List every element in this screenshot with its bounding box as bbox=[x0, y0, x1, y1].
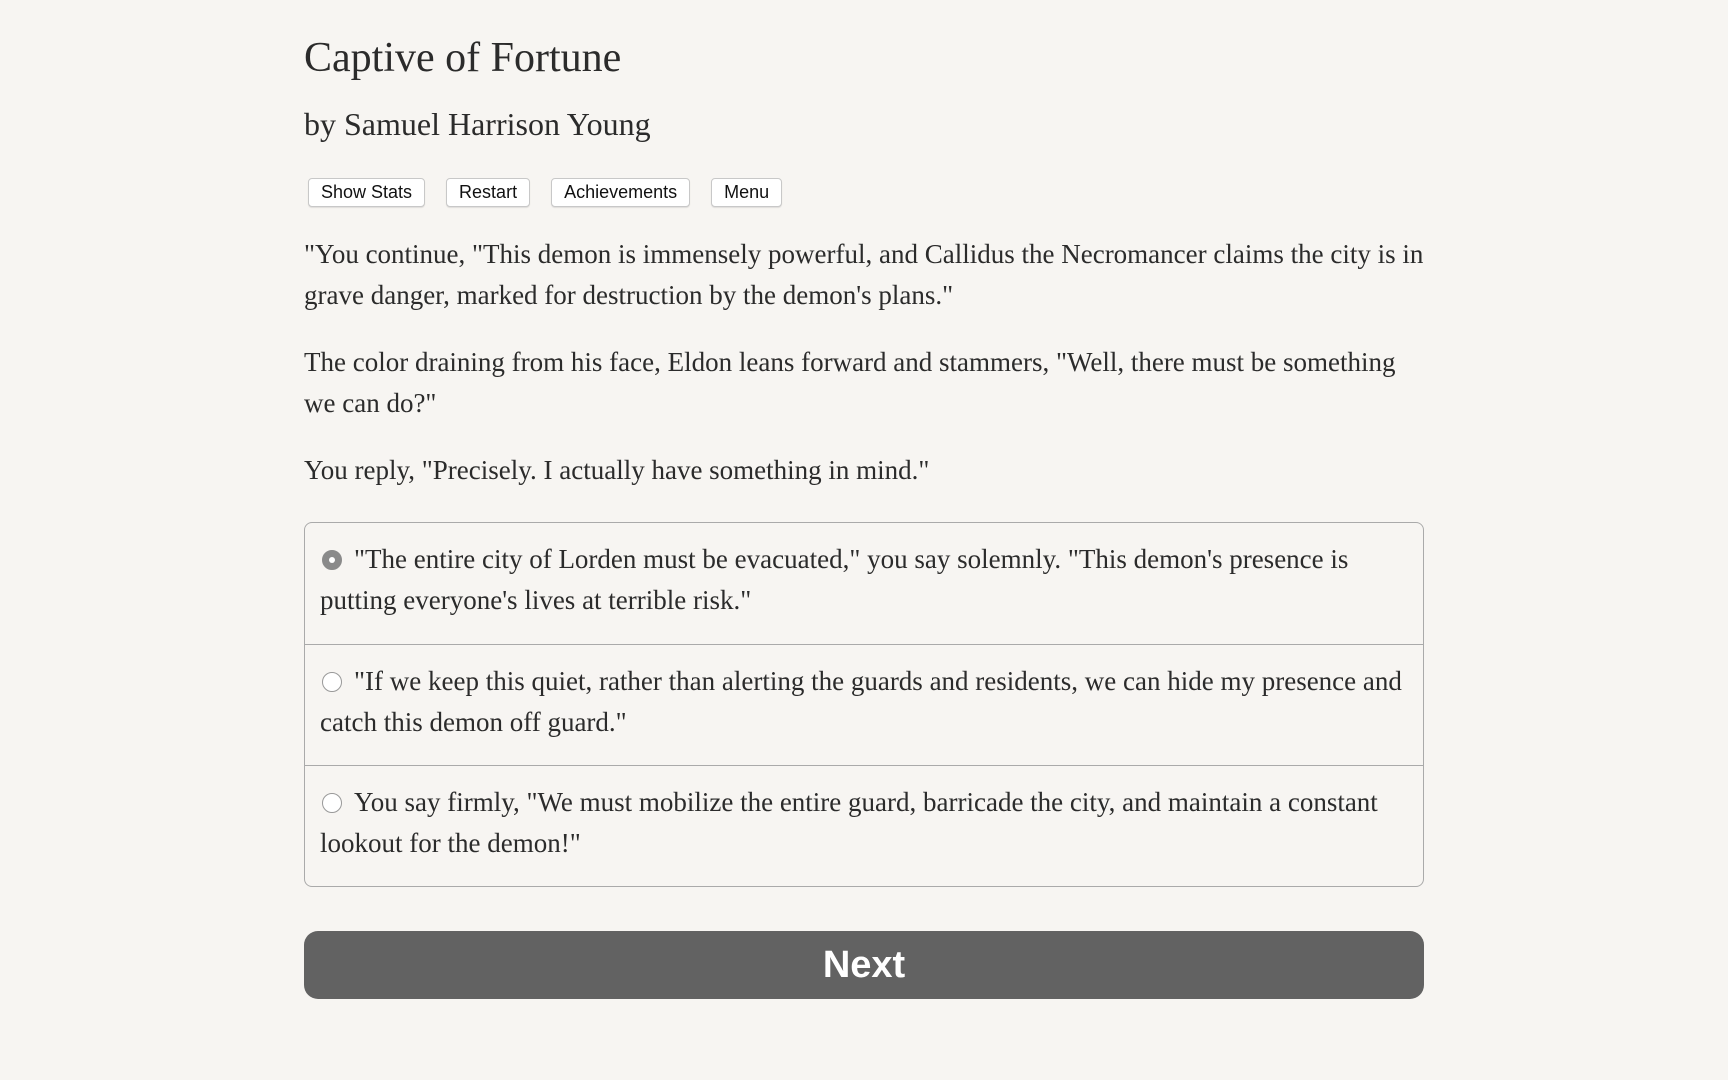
radio-icon[interactable] bbox=[322, 793, 342, 813]
choice-label: You say firmly, "We must mobilize the entire guard, barricade the city, and maintain a constant lookout for the demon!" bbox=[320, 787, 1378, 858]
story-paragraph: The color draining from his face, Eldon leans forward and stammers, "Well, there must be something we can do?" bbox=[304, 347, 1396, 418]
show-stats-button[interactable]: Show Stats bbox=[308, 178, 425, 207]
menu-button[interactable]: Menu bbox=[711, 178, 782, 207]
restart-button[interactable]: Restart bbox=[446, 178, 530, 207]
choice-list bbox=[304, 522, 1424, 887]
choice-label: "If we keep this quiet, rather than alerting the guards and residents, we can hide my presence and catch this demon off guard." bbox=[320, 666, 1402, 737]
radio-icon[interactable] bbox=[322, 672, 342, 692]
toolbar bbox=[308, 178, 782, 207]
game-author: by Samuel Harrison Young bbox=[304, 106, 651, 142]
choice-option[interactable] bbox=[305, 644, 1423, 765]
story-paragraph: "You continue, "This demon is immensely powerful, and Callidus the Necromancer claims the city is in grave danger, marked for destruction by the demon's plans." bbox=[304, 239, 1424, 310]
game-title: Captive of Fortune bbox=[304, 35, 622, 81]
radio-selected-icon[interactable] bbox=[322, 550, 342, 570]
achievements-button[interactable]: Achievements bbox=[551, 178, 690, 207]
choice-option[interactable] bbox=[305, 765, 1423, 886]
choice-option[interactable] bbox=[305, 523, 1423, 644]
choice-label: "The entire city of Lorden must be evacuated," you say solemnly. "This demon's presence is putting everyone's lives at terrible risk." bbox=[320, 544, 1349, 615]
story-paragraph: You reply, "Precisely. I actually have something in mind." bbox=[304, 455, 930, 485]
next-button[interactable]: Next bbox=[304, 931, 1424, 999]
story-text bbox=[304, 234, 1424, 517]
